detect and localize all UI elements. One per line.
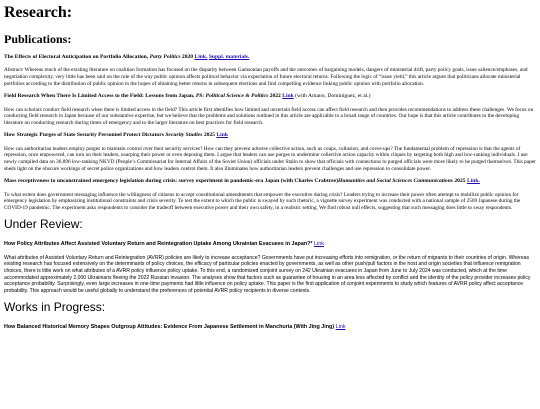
under-review-heading: Under Review: xyxy=(4,217,83,232)
paper-title-text: The Effects of Electoral Anticipation on Portfolio Allocation, xyxy=(4,54,149,60)
paper-link[interactable]: Link xyxy=(335,324,346,331)
paper-abstract-1: How can scholars conduct field research when there is limited access to the field? This article first identifies how limited and uncertain field access can affect field research and then provides recommendations to address these challenges. We focus on conducting field research in Japan because of our substantive expertise, but we believe that the problems and solutions outlined in this article are applicable to a broad range of countries. Our hope is that this article contributes to the developing literature on conducting research during times of emergency and to the larger literature on best practices for field research. xyxy=(4,106,534,126)
paper-link[interactable]: Link. xyxy=(466,178,480,185)
paper-year: 2025 xyxy=(452,178,467,185)
progress-title-0 xyxy=(4,324,536,331)
paper-title-text: How Policy Attributes Affect Assisted Voluntary Return and Reintegration Uptake Among Ukrainian Evacuees in Japan?* xyxy=(4,241,313,248)
paper-title-2 xyxy=(4,132,536,139)
paper-title-1 xyxy=(4,93,536,100)
publications-heading: Publications: xyxy=(4,32,72,46)
paper-title-text: How Balanced Historical Memory Shapes Outgroup Attitudes: Evidence From Japanese Settlement in Manchuria (With Jing Jing) xyxy=(4,324,335,331)
paper-link[interactable]: Link. xyxy=(194,54,208,60)
supplementary-materials-link[interactable]: Suppl. materials. xyxy=(208,54,250,60)
paper-coauthors: (with Amano, Dominiguez, et al.) xyxy=(293,93,371,100)
review-abstract-0: What attributes of Assisted Voluntary Return and Reintegration (AVRR) policies are likely to increase acceptance? Governments have put increasing efforts into remigration, or the return of migrants to their countries of origin. Whereas existing research has focused extensively on the determinants of policy choices, the efficacy of particular policies enacted by governments, as well as other push/pull factors in the host and origin societies that influence remigration choices, there is little work on what attributes of a AVRR policy influence policy uptake. To this end, a randomized conjoint survey on 242 Ukrainian evacuees in Japan from June to July 2024 was conducted, which at the time accommodated approximately 2,000 Ukrainians fleeing the 2022 Russian invasion. The analyses show that factors such as guarantee of housing in an area less affected by conflict and the identity of the policy provider increases policy acceptance probability. Surprisingly, even large increases in one-time payments had little influence on policy uptake. This paper is the first application of conjoint experiments to study which features of AVRR policy affect acceptance probability. This approach would be useful globally to understand the preferences of potential AVRR policy recipients in diverse contexts. xyxy=(4,254,531,294)
review-title-0 xyxy=(4,241,536,248)
paper-year: 2025 xyxy=(202,132,217,139)
paper-year: 2020 xyxy=(180,54,195,60)
paper-venue: Party Politics xyxy=(149,54,181,60)
paper-link[interactable]: Link xyxy=(216,132,228,139)
paper-abstract-2: How can authoritarian leaders employ purges to maintain control over their security services? How can they prevent adverse collective action, such as coups, collusion, and cover-ups? The fundamental problem of repression is that the agents of repression, once empowered, can turn on their leaders, usurping their power or even deposing them. I argue that leaders can use purges to undermine collective action capacity within cliques by targeting both high and low-ranking individuals. I use newly compiled data on 36,896 low-ranking NKVD (People’s Commissariat for Internal Affairs of the Soviet Union) officials under Stalin to show that officials with connections to purged officials were more likely to be purged themselves. This paper sheds light on the obscure workings of secret police organizations and how leaders control them. It also illuminates how authoritarian leaders prevent challenges and use repression to consolidate power. xyxy=(4,145,536,172)
paper-title-text: Field Research When There Is Limited Access to the Field: Lessons from Japan, xyxy=(4,93,195,100)
paper-year: 2022 xyxy=(268,93,283,100)
paper-abstract-3: To what extent does government messaging influence the willingness of citizens to accept constitutional amendments that empower the executive during crisis? Leaders trying to increase their power often attempt to mobilize public opinion for emergency legislation by emphasizing institutional constraints and crisis severity. To test the extent to which the public is swayed by such rhetoric, a vignette survey experiment was conducted with a national sample of 2569 Japanese during the COVID-19 pandemic. The experiment asks respondents to consider the tradeoff between executive power and their own safety, in a realistic setting. We find robust null effects, suggesting that such messaging does little to sway respondents. xyxy=(4,191,521,211)
paper-link[interactable]: Link xyxy=(282,93,294,100)
research-page xyxy=(0,4,540,332)
paper-title-3 xyxy=(4,178,536,185)
paper-title-text: How Strategic Purges of State Security Personnel Protect Dictators xyxy=(4,132,164,139)
paper-venue: PS: Political Science & Politics xyxy=(195,93,269,100)
paper-venue: Humanities and Social Sciences Communications xyxy=(337,178,453,185)
page-title: Research: xyxy=(4,4,73,21)
paper-venue: Security Studies xyxy=(165,132,203,139)
paper-abstract-0: Abstract: Whereas much of the existing literature on coalition formation has focused on the disparity between Gamsonian payoffs and the outcomes of bargaining models, dangers of ministerial drift, party policy goals, issue salience/emphases, and negotiation complexity, very little has been said on the role of the way public opinion affects political behavior via expectation of future electoral returns. Following the logic of “issue yield,” this article argues that politicians allocate ministerial portfolios according to the distribution of public opinion in the hopes of obtaining better returns in subsequent elections and find compelling evidence linking public opinion with portfolio allocation. xyxy=(4,67,528,87)
paper-title-0 xyxy=(4,54,536,61)
paper-title-text: Mass receptiveness to unconstrained emergency legislation during crisis: survey experiment in pandemic-era Japan (with Charles Crabtree) xyxy=(4,178,338,185)
works-in-progress-heading: Works in Progress: xyxy=(4,300,106,315)
paper-link[interactable]: Link xyxy=(314,241,324,248)
